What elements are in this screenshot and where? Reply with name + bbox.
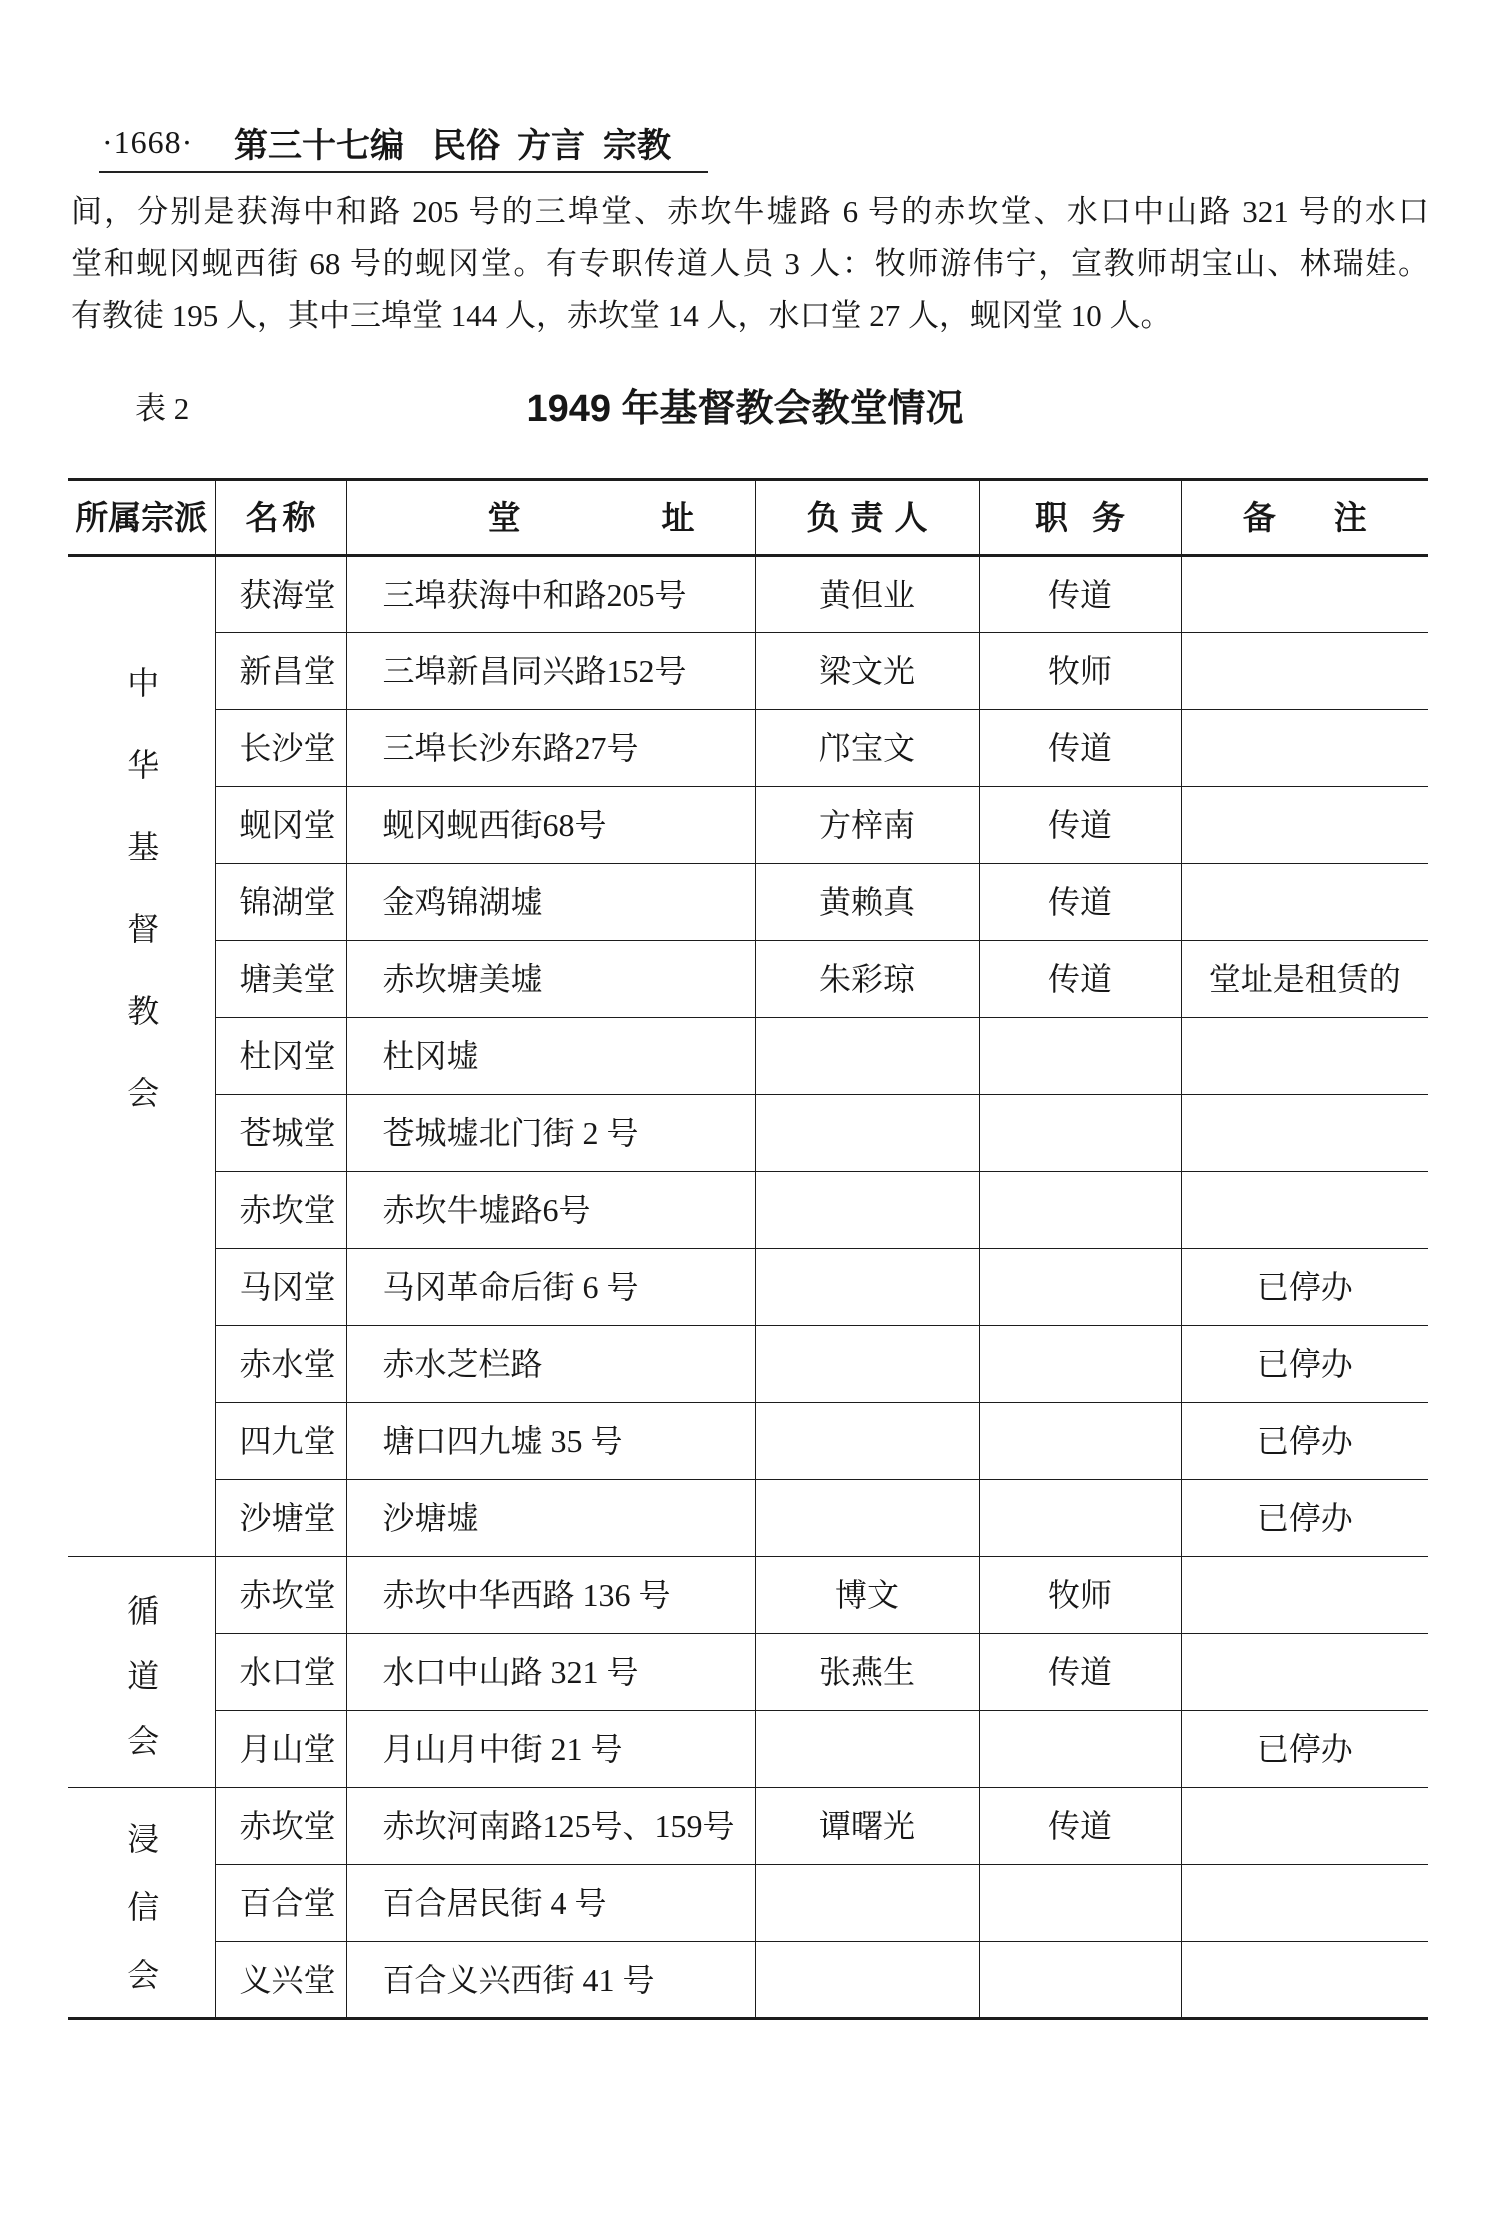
cell-note — [1181, 1095, 1428, 1172]
cell-note — [1181, 556, 1428, 633]
cell-address: 三埠新昌同兴路152号 — [346, 633, 755, 710]
cell-address: 塘口四九墟 35 号 — [346, 1403, 755, 1480]
cell-address: 三埠长沙东路27号 — [346, 710, 755, 787]
cell-role — [979, 1249, 1181, 1326]
cell-address: 苍城墟北门街 2 号 — [346, 1095, 755, 1172]
cell-note — [1181, 864, 1428, 941]
cell-leader: 张燕生 — [755, 1634, 979, 1711]
cell-role: 传道 — [979, 556, 1181, 633]
cell-leader: 博文 — [755, 1557, 979, 1634]
cell-note — [1181, 1018, 1428, 1095]
table-label: 表 2 — [135, 391, 190, 426]
cell-role: 传道 — [979, 941, 1181, 1018]
denomination-cell — [68, 556, 215, 1557]
cell-role — [979, 1942, 1181, 2019]
cell-leader: 邝宝文 — [755, 710, 979, 787]
cell-address: 金鸡锦湖墟 — [346, 864, 755, 941]
denomination-label: 中华基督教会 — [123, 666, 160, 1158]
page-number: ·1668· — [102, 123, 194, 160]
cell-note — [1181, 1557, 1428, 1634]
column-header-name: 名称 — [215, 480, 346, 556]
cell-role — [979, 1403, 1181, 1480]
cell-role: 传道 — [979, 787, 1181, 864]
cell-name: 苍城堂 — [215, 1095, 346, 1172]
cell-leader: 朱彩琼 — [755, 941, 979, 1018]
table-row — [68, 1711, 1428, 1788]
cell-note — [1181, 1634, 1428, 1711]
cell-name: 锦湖堂 — [215, 864, 346, 941]
cell-role: 牧师 — [979, 633, 1181, 710]
cell-address: 水口中山路 321 号 — [346, 1634, 755, 1711]
cell-note — [1181, 633, 1428, 710]
header-topic: 宗教 — [603, 126, 671, 165]
table-row — [68, 864, 1428, 941]
cell-leader: 黄但业 — [755, 556, 979, 633]
cell-note — [1181, 1942, 1428, 2019]
table-row — [68, 1788, 1428, 1865]
column-header-role: 职务 — [979, 480, 1181, 556]
cell-leader — [755, 1711, 979, 1788]
cell-name: 塘美堂 — [215, 941, 346, 1018]
cell-role — [979, 1018, 1181, 1095]
cell-address: 赤坎塘美墟 — [346, 941, 755, 1018]
table-row — [68, 1172, 1428, 1249]
cell-address: 三埠获海中和路205号 — [346, 556, 755, 633]
cell-leader — [755, 1249, 979, 1326]
cell-role — [979, 1480, 1181, 1557]
cell-name: 百合堂 — [215, 1865, 346, 1942]
cell-name: 赤水堂 — [215, 1326, 346, 1403]
table-row — [68, 556, 1428, 633]
denomination-label: 循道会 — [123, 1594, 160, 1789]
cell-leader — [755, 1865, 979, 1942]
cell-address: 月山月中街 21 号 — [346, 1711, 755, 1788]
cell-role — [979, 1172, 1181, 1249]
cell-note — [1181, 1172, 1428, 1249]
cell-address: 百合义兴西街 41 号 — [346, 1942, 755, 2019]
cell-role: 传道 — [979, 710, 1181, 787]
cell-role — [979, 1711, 1181, 1788]
cell-address: 杜冈墟 — [346, 1018, 755, 1095]
header-topic: 方言 — [517, 126, 585, 165]
cell-name: 四九堂 — [215, 1403, 346, 1480]
cell-note: 已停办 — [1181, 1403, 1428, 1480]
table-row — [68, 1326, 1428, 1403]
cell-leader: 谭曙光 — [755, 1788, 979, 1865]
table-row — [68, 1018, 1428, 1095]
cell-address: 沙塘墟 — [346, 1480, 755, 1557]
cell-address: 百合居民街 4 号 — [346, 1865, 755, 1942]
table-title: 1949 年基督教会教堂情况 — [526, 388, 964, 430]
cell-address: 赤坎河南路125号、159号 — [346, 1788, 755, 1865]
cell-name: 月山堂 — [215, 1711, 346, 1788]
table-row — [68, 1249, 1428, 1326]
church-table-body — [68, 556, 1428, 2026]
cell-name: 蚬冈堂 — [215, 787, 346, 864]
table-row — [68, 1865, 1428, 1942]
header-topic: 民俗 — [432, 126, 500, 165]
table-row — [68, 1634, 1428, 1711]
cell-leader — [755, 1942, 979, 2019]
cell-role: 传道 — [979, 1634, 1181, 1711]
running-header — [102, 120, 671, 164]
cell-role: 牧师 — [979, 1557, 1181, 1634]
column-header-address: 堂址 — [346, 480, 755, 556]
denomination-cell — [68, 1788, 215, 2026]
cell-address: 赤水芝栏路 — [346, 1326, 755, 1403]
cell-name: 获海堂 — [215, 556, 346, 633]
cell-note — [1181, 710, 1428, 787]
cell-leader — [755, 1326, 979, 1403]
cell-role — [979, 1326, 1181, 1403]
denomination-cell — [68, 1557, 215, 1788]
table-row — [68, 1480, 1428, 1557]
table-header — [68, 480, 1428, 556]
cell-name: 杜冈堂 — [215, 1018, 346, 1095]
cell-leader: 方梓南 — [755, 787, 979, 864]
cell-note: 已停办 — [1181, 1480, 1428, 1557]
cell-name: 义兴堂 — [215, 1942, 346, 2019]
denomination-label: 浸信会 — [123, 1822, 160, 2026]
table-row — [68, 1095, 1428, 1172]
cell-note: 已停办 — [1181, 1711, 1428, 1788]
cell-name: 新昌堂 — [215, 633, 346, 710]
cell-note — [1181, 1865, 1428, 1942]
cell-address: 蚬冈蚬西街68号 — [346, 787, 755, 864]
paragraph-line: 堂和蚬冈蚬西街 68 号的蚬冈堂。有专职传道人员 3 人：牧师游伟宁，宣教师胡宝山、林瑞娃。 — [71, 246, 1429, 281]
cell-name: 赤坎堂 — [215, 1172, 346, 1249]
table-row — [68, 787, 1428, 864]
cell-note: 堂址是租赁的 — [1181, 941, 1428, 1018]
cell-leader: 黄赖真 — [755, 864, 979, 941]
cell-name: 赤坎堂 — [215, 1557, 346, 1634]
section-title: 第三十七编 — [234, 126, 404, 165]
cell-address: 马冈革命后街 6 号 — [346, 1249, 755, 1326]
cell-role: 传道 — [979, 1788, 1181, 1865]
cell-name: 沙塘堂 — [215, 1480, 346, 1557]
cell-note: 已停办 — [1181, 1249, 1428, 1326]
cell-leader: 梁文光 — [755, 633, 979, 710]
cell-note — [1181, 1788, 1428, 1865]
cell-leader — [755, 1095, 979, 1172]
column-header-denomination: 所属宗派 — [68, 480, 215, 556]
cell-note: 已停办 — [1181, 1326, 1428, 1403]
cell-leader — [755, 1480, 979, 1557]
table-row — [68, 941, 1428, 1018]
table-row — [68, 633, 1428, 710]
cell-role — [979, 1095, 1181, 1172]
cell-address: 赤坎中华西路 136 号 — [346, 1557, 755, 1634]
cell-leader — [755, 1018, 979, 1095]
cell-leader — [755, 1403, 979, 1480]
column-header-note: 备注 — [1181, 480, 1428, 556]
table-row — [68, 1557, 1428, 1634]
header-rule — [99, 171, 708, 173]
table-row — [68, 1403, 1428, 1480]
cell-role: 传道 — [979, 864, 1181, 941]
cell-name: 长沙堂 — [215, 710, 346, 787]
table-row — [68, 710, 1428, 787]
cell-name: 赤坎堂 — [215, 1788, 346, 1865]
cell-address: 赤坎牛墟路6号 — [346, 1172, 755, 1249]
column-header-leader: 负责人 — [755, 480, 979, 556]
cell-name: 马冈堂 — [215, 1249, 346, 1326]
paragraph-line: 间，分别是获海中和路 205 号的三埠堂、赤坎牛墟路 6 号的赤坎堂、水口中山路 321 号的水口 — [71, 194, 1429, 229]
body-paragraph — [71, 186, 1429, 342]
paragraph-line: 有教徒 195 人，其中三埠堂 144 人，赤坎堂 14 人，水口堂 27 人，蚬冈堂 10 人。 — [71, 298, 1172, 333]
cell-name: 水口堂 — [215, 1634, 346, 1711]
cell-role — [979, 1865, 1181, 1942]
header-row — [68, 480, 1428, 556]
cell-leader — [755, 1172, 979, 1249]
church-table — [68, 478, 1428, 2026]
cell-note — [1181, 787, 1428, 864]
table-row — [68, 1942, 1428, 2019]
